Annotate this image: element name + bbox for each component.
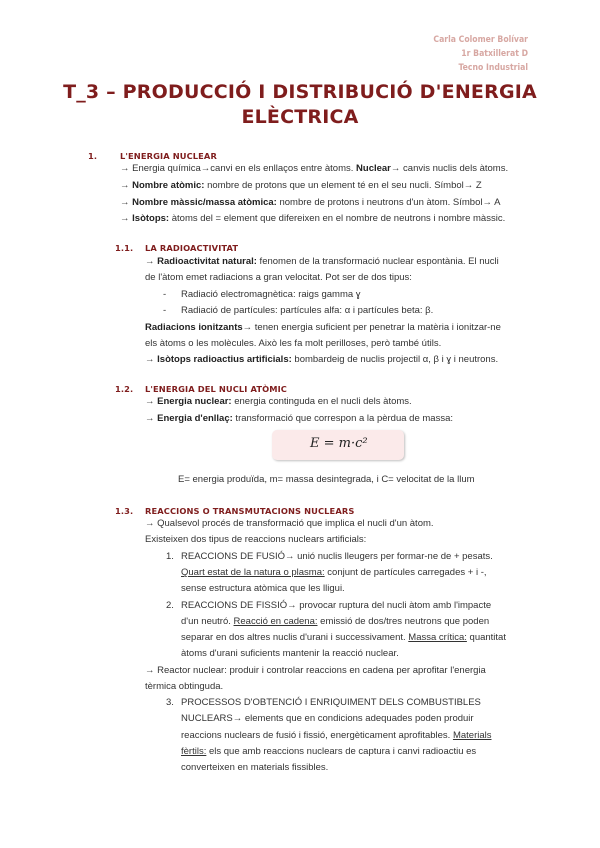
list-item-text: converteixen en materials fissibles. [181,762,329,773]
text-line: → Energia química→canvi en els enllaços entre àtoms. Nuclear→ canvis nuclis dels àtoms. [120,163,509,174]
subsection-number: 1.2. [115,384,134,394]
section-number: 1. [88,151,98,161]
title-line-2: ELÈCTRICA [241,106,359,128]
text-line: → Energia nuclear: energia continguda en el nucli dels àtoms. [145,396,412,407]
text-line: → Nombre atòmic: nombre de protons que un element té en el seu nucli. Símbol→ Z [120,180,482,191]
text-line: → Qualsevol procés de transformació que implica el nucli d'un àtom. [145,518,434,529]
list-item-text: REACCIONS DE FISSIÓ→ provocar ruptura del nucli àtom amb l'impacte [181,600,492,611]
bullet-item: Radiació de partícules: partícules alfa: α i partícules beta: β. [181,305,434,316]
bullet-dash: - [163,305,167,316]
list-item-text: sense estructura atòmica que les lligui. [181,583,345,594]
list-item-text: reaccions nuclears de fusió i fissió, energèticament aprofitables. Materials [181,730,492,741]
section-heading: L'ENERGIA NUCLEAR [120,151,217,161]
subsection-number: 1.3. [115,506,134,516]
list-item-text: àtoms d'urani suficients mantenir la reacció nuclear. [181,648,399,659]
list-item-text: fèrtils: els que amb reaccions nuclears de captura i canvi radioactiu es [181,746,477,757]
list-number: 2. [166,600,174,611]
title-line-1: T_3 – PRODUCCIÓ I DISTRIBUCIÓ D'ENERGIA [63,81,537,103]
page-title [60,80,540,130]
subsection-heading: LA RADIOACTIVITAT [145,243,239,253]
list-item-text: NUCLEARS→ elements que en condicions adequades poden produir [181,713,474,724]
text-line: → Isòtops: àtoms del = element que difereixen en el nombre de neutrons i nombre màssic. [120,213,506,224]
formula: E = m·c² [310,436,368,451]
list-item-text: separar en dos altres nuclis d'urani i successivament. Massa crítica: quantitat [181,632,506,643]
bullet-item: Radiació electromagnètica: raigs gamma ɣ [181,289,361,300]
formula-box [272,430,404,460]
formula-caption: E= energia produïda, m= massa desintegrada, i C= velocitat de la llum [178,474,475,485]
author-block [433,33,528,75]
bullet-dash: - [163,289,167,300]
text-line: → Radioactivitat natural: fenomen de la transformació nuclear espontània. El nucli [145,256,499,267]
author-class: 1r Batxillerat D [461,49,528,59]
text-line: de l'àtom emet radiacions a gran velocitat. Pot ser de dos tipus: [145,272,412,283]
text-line: → Isòtops radioactius artificials: bombardeig de nuclis projectil α, β i ɣ i neutrons. [145,354,499,365]
author-name: Carla Colomer Bolívar [433,35,528,45]
text-line: tèrmica obtinguda. [145,681,224,692]
text-line: → Energia d'enllaç: transformació que correspon a la pèrdua de massa: [145,413,453,424]
subsection-heading: L'ENERGIA DEL NUCLI ATÒMIC [145,384,287,394]
list-number: 1. [166,551,174,562]
list-item-text: d'un neutró. Reacció en cadena: emissió de dos/tres neutrons que poden [181,616,490,627]
list-number: 3. [166,697,174,708]
list-item-text: Quart estat de la natura o plasma: conjunt de partícules carregades + i -, [181,567,487,578]
subsection-number: 1.1. [115,243,134,253]
subsection-heading: REACCIONS O TRANSMUTACIONS NUCLEARS [145,506,355,516]
text-line: → Reactor nuclear: produir i controlar reaccions en cadena per aprofitar l'energia [145,665,486,676]
text-line: → Nombre màssic/massa atòmica: nombre de protons i neutrons d'un àtom. Símbol→ A [120,197,501,208]
author-subject: Tecno Industrial [458,63,528,73]
text-line: els àtoms o les molècules. Això les fa molt perilloses, però també útils. [145,338,442,349]
text-line: Existeixen dos tipus de reaccions nuclears artificials: [145,534,367,545]
text-line: Radiacions ionitzants→ tenen energia suficient per penetrar la matèria i ionitzar-ne [145,322,501,333]
list-item-text: REACCIONS DE FUSIÓ→ unió nuclis lleugers per formar-ne de + pesats. [181,551,493,562]
list-item-text: PROCESSOS D'OBTENCIÓ I ENRIQUIMENT DELS COMBUSTIBLES [181,697,481,708]
